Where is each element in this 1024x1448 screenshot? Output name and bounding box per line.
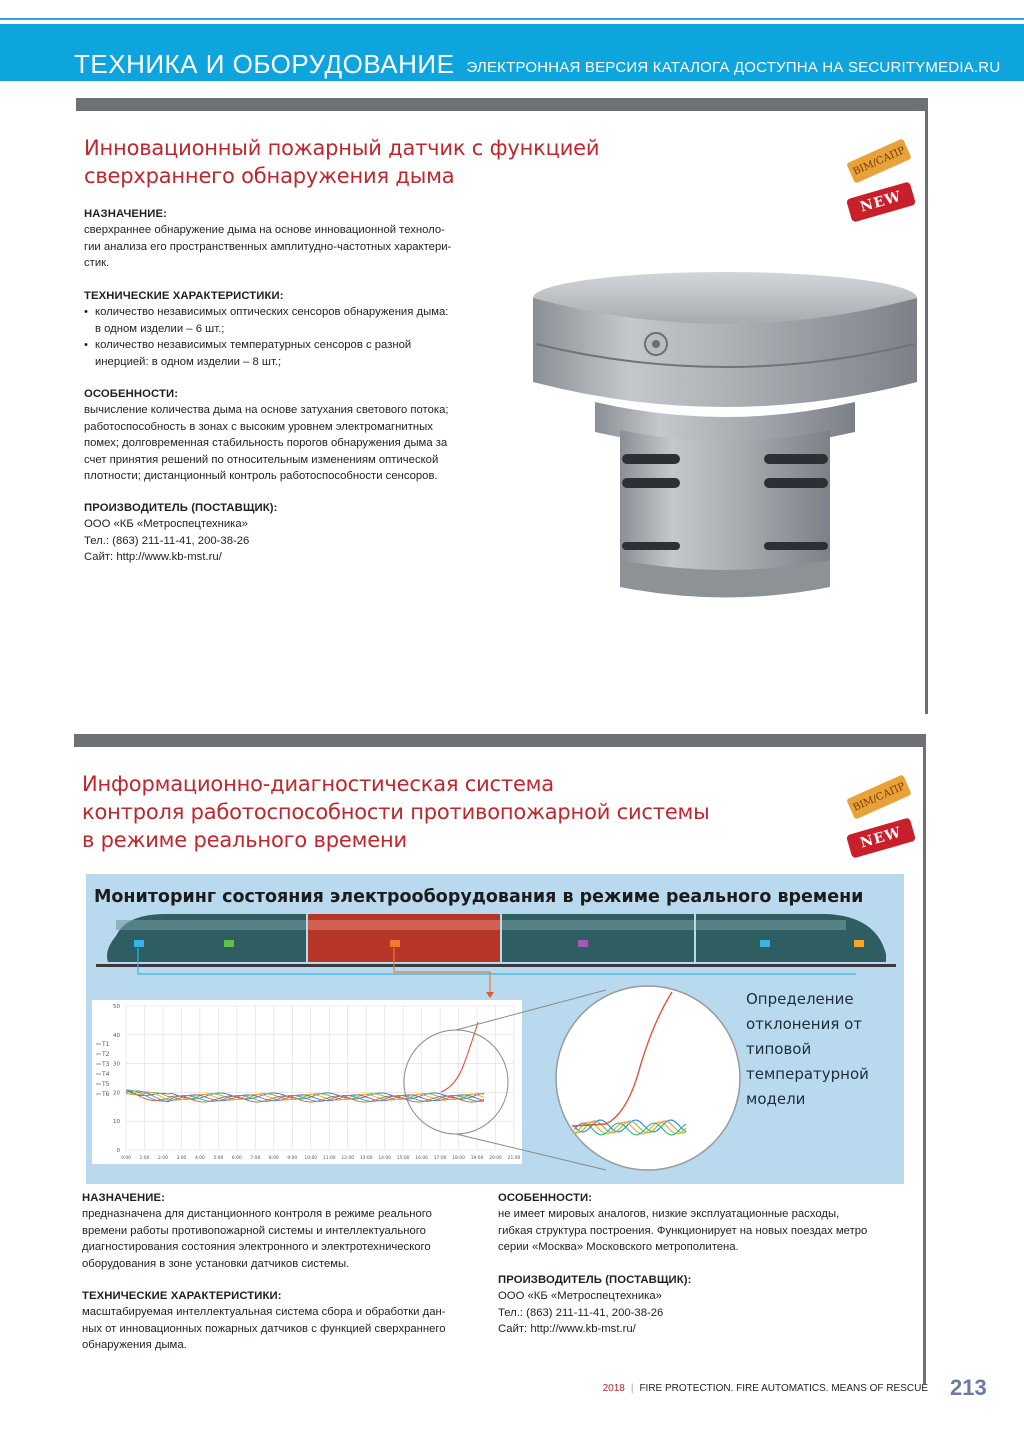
x-tick-label: 20:00 xyxy=(489,1156,502,1161)
x-tick-label: 15:00 xyxy=(396,1156,410,1161)
features-heading: ОСОБЕННОСТИ: xyxy=(84,388,179,400)
x-tick-label: 13:00 xyxy=(359,1156,373,1161)
top-rule xyxy=(0,18,1024,20)
specs-heading: ТЕХНИЧЕСКИЕ ХАРАКТЕРИСТИКИ: xyxy=(84,290,284,302)
new-badge: NEW xyxy=(846,817,916,858)
x-tick-label: 14:00 xyxy=(378,1156,391,1161)
purpose-heading: НАЗНАЧЕНИЕ: xyxy=(84,208,167,220)
x-tick-label: 7:00 xyxy=(250,1156,261,1161)
legend-entry: T4 xyxy=(102,1071,110,1078)
x-tick-label: 21:00 xyxy=(507,1156,521,1161)
x-tick-label: 16:00 xyxy=(415,1156,428,1161)
x-tick-label: 17:00 xyxy=(433,1156,447,1161)
bim-badge: BIM/САПР xyxy=(846,138,912,183)
svg-text:типовой: типовой xyxy=(746,1040,812,1058)
page-footer: 2018 | FIRE PROTECTION. FIRE AUTOMATICS. MEANS OF RESCUE xyxy=(602,1383,928,1394)
diagram-title: Мониторинг состояния электрооборудования в режиме реального времени xyxy=(94,887,864,907)
spec-item: • количество независимых температурных сенсоров с разной инерцией: в одном изделии – 8 шт.; xyxy=(84,337,504,370)
x-tick-label: 4:00 xyxy=(194,1156,205,1161)
x-tick-label: 6:00 xyxy=(231,1156,242,1161)
maker-heading: ПРОИЗВОДИТЕЛЬ (ПОСТАВЩИК): xyxy=(84,502,278,514)
product2-specs: ТЕХНИЧЕСКИЕ ХАРАКТЕРИСТИКИ: масштабируемая интеллектуальная система сбора и обработки дан- ных от инновационных пожарных датчиков с функцией сверхраннего обнаружения дыма. xyxy=(82,1288,482,1354)
svg-text:Определение: Определение xyxy=(746,990,854,1008)
legend-entry: T6 xyxy=(102,1091,110,1098)
new-badge: NEW xyxy=(846,181,916,222)
x-tick-label: 9:00 xyxy=(287,1156,298,1161)
footer-year: 2018 xyxy=(602,1383,625,1394)
bim-badge: BIM/САПР xyxy=(846,774,912,819)
product1-badges xyxy=(848,144,928,240)
page-number: 213 xyxy=(950,1375,987,1400)
x-tick-label: 0:00 xyxy=(121,1156,131,1161)
svg-text:отклонения от: отклонения от xyxy=(746,1015,863,1033)
y-tick-label: 50 xyxy=(113,1004,120,1010)
purpose-heading: НАЗНАЧЕНИЕ: xyxy=(82,1192,165,1204)
section-divider-2 xyxy=(74,734,926,747)
maker-heading: ПРОИЗВОДИТЕЛЬ (ПОСТАВЩИК): xyxy=(498,1274,692,1286)
smoke-detector-image xyxy=(520,262,930,612)
product1-specs xyxy=(84,288,504,370)
svg-text:модели: модели xyxy=(746,1090,806,1108)
spec-item: • количество независимых оптических сенсоров обнаружения дыма: в одном изделии – 6 шт.; xyxy=(84,304,504,337)
x-tick-label: 18:00 xyxy=(452,1156,465,1161)
footer-journal: FIRE PROTECTION. FIRE AUTOMATICS. MEANS OF RESCUE xyxy=(639,1383,928,1394)
y-tick-label: 30 xyxy=(113,1061,120,1068)
y-tick-label: 10 xyxy=(113,1119,120,1126)
legend-entry: T1 xyxy=(102,1041,110,1048)
product1-maker xyxy=(84,500,504,566)
product2-title: Информационно-диагностическая система контроля работоспособности противопожарной системы в режиме реального времени xyxy=(82,772,710,852)
maker-site[interactable]: Сайт: http://www.kb-mst.ru/ xyxy=(498,1323,636,1336)
x-tick-label: 10:00 xyxy=(304,1156,318,1161)
x-tick-label: 3:00 xyxy=(176,1156,187,1161)
legend-entry: T2 xyxy=(102,1051,110,1058)
section-divider-1 xyxy=(76,98,928,111)
chart-panel xyxy=(92,1000,522,1164)
x-tick-label: 12:00 xyxy=(341,1156,355,1161)
x-tick-label: 8:00 xyxy=(268,1156,279,1161)
product2-badges xyxy=(848,780,928,876)
product1-title: Инновационный пожарный датчик с функцией сверхраннего обнаружения дыма xyxy=(84,136,600,188)
x-tick-label: 5:00 xyxy=(213,1156,224,1161)
legend-entry: T3 xyxy=(102,1061,110,1068)
product1-features: ОСОБЕННОСТИ: вычисление количества дыма на основе затухания светового потока; работоспособность в зонах с высоким уровнем электромагнитных помех; долговременная стабильность порогов обнаружения дыма за счет принятия решений по относительным изменениям оптической плотности; дистанционный контроль работоспособности сенсоров. xyxy=(84,386,504,484)
legend-entry: T5 xyxy=(102,1081,110,1088)
rail xyxy=(96,964,896,967)
x-tick-label: 1:00 xyxy=(139,1156,150,1161)
product1-purpose: НАЗНАЧЕНИЕ: сверхраннее обнаружение дыма на основе инновационной техноло- гии анализа его пространственных амплитудно-частотных характери- стик. xyxy=(84,206,504,272)
maker-site[interactable]: Сайт: http://www.kb-mst.ru/ xyxy=(84,551,222,564)
maker-phone: Тел.: (863) 211-11-41, 200-38-26 xyxy=(84,534,250,547)
x-tick-label: 11:00 xyxy=(322,1156,336,1161)
y-tick-label: 0 xyxy=(116,1148,120,1154)
features-heading: ОСОБЕННОСТИ: xyxy=(498,1192,593,1204)
product2-purpose: НАЗНАЧЕНИЕ: предназначена для дистанционного контроля в режиме реального времени работы противопожарной системы и интеллектуального диагностирования состояния электронного и электротехнического оборудования в зоне установки датчиков системы. xyxy=(82,1190,482,1272)
y-tick-label: 20 xyxy=(113,1090,120,1097)
specs-heading: ТЕХНИЧЕСКИЕ ХАРАКТЕРИСТИКИ: xyxy=(82,1290,282,1302)
maker-name: ООО «КБ «Метроспецтехника» xyxy=(498,1290,662,1303)
zoom-magnifier xyxy=(556,986,740,1170)
svg-text:температурной: температурной xyxy=(746,1065,869,1083)
section-banner xyxy=(0,24,1024,81)
section-title: ТЕХНИКА И ОБОРУДОВАНИЕ xyxy=(74,49,455,79)
y-tick-label: 40 xyxy=(113,1032,120,1039)
product2-features: ОСОБЕННОСТИ: не имеет мировых аналогов, низкие эксплуатационные расходы, гибкая структура построения. Функционирует на новых поездах метро серии «Москва» Московского метрополитена. xyxy=(498,1190,908,1256)
product2-maker xyxy=(498,1272,908,1338)
maker-name: ООО «КБ «Метроспецтехника» xyxy=(84,518,248,531)
maker-phone: Тел.: (863) 211-11-41, 200-38-26 xyxy=(498,1306,664,1319)
x-tick-label: 19:00 xyxy=(470,1156,484,1161)
monitoring-diagram xyxy=(86,874,904,1184)
vented-body xyxy=(620,430,830,573)
x-tick-label: 2:00 xyxy=(158,1156,168,1161)
catalog-link-text[interactable]: ЭЛЕКТРОННАЯ ВЕРСИЯ КАТАЛОГА ДОСТУПНА НА SECURITYMEDIA.RU xyxy=(466,59,1001,76)
